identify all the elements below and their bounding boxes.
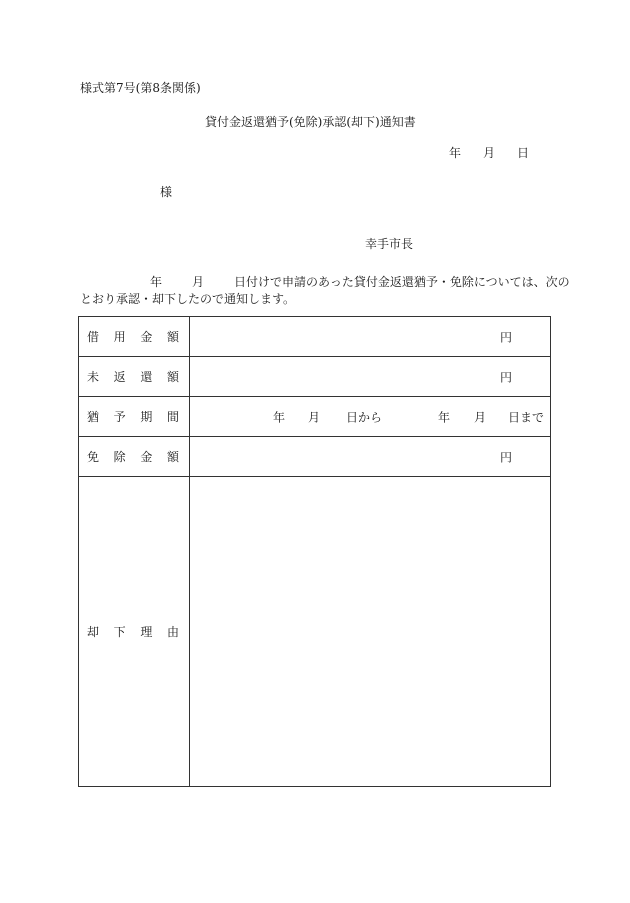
period-from-year: 年	[273, 410, 286, 424]
document-title: 貸付金返還猶予(免除)承認(却下)通知書	[205, 115, 416, 129]
label-char: 金	[140, 450, 153, 464]
date-month: 月	[483, 146, 496, 160]
table-row-rejection-reason	[79, 477, 551, 787]
value-deferral-period[interactable]	[190, 397, 551, 437]
yen-unit: 円	[499, 330, 512, 344]
form-number: 様式第7号(第8条関係)	[80, 81, 201, 95]
label-char: 却	[87, 625, 100, 639]
label-char: 由	[166, 625, 179, 639]
label-char: 下	[113, 625, 126, 639]
period-to-month: 月	[474, 410, 487, 424]
label-char: 猶	[87, 410, 100, 424]
yen-unit: 円	[499, 370, 512, 384]
value-unpaid-amount[interactable]	[190, 357, 551, 397]
label-char: 金	[140, 330, 153, 344]
value-exemption-amount[interactable]	[190, 437, 551, 477]
body-text: 日付けで申請のあった貸付金返還猶予・免除については、次の	[234, 275, 570, 289]
period-from-month: 月	[308, 410, 321, 424]
label-char: 還	[140, 370, 153, 384]
label-rejection-reason	[79, 477, 190, 787]
period-from-day: 日から	[346, 410, 383, 424]
table-row-loan-amount	[79, 317, 551, 357]
table-row-exemption-amount	[79, 437, 551, 477]
label-char: 用	[113, 330, 126, 344]
label-char: 借	[87, 330, 100, 344]
label-exemption-amount	[79, 437, 190, 477]
label-char: 理	[140, 625, 153, 639]
notice-table	[78, 316, 551, 787]
label-char: 額	[166, 370, 179, 384]
label-char: 返	[113, 370, 126, 384]
label-char: 額	[166, 450, 179, 464]
date-year: 年	[449, 146, 462, 160]
label-loan-amount	[79, 317, 190, 357]
table-row-deferral-period	[79, 397, 551, 437]
issuer-name: 幸手市長	[365, 237, 414, 251]
body-line-1	[150, 275, 570, 289]
label-char: 間	[166, 410, 179, 424]
body-month: 月	[192, 275, 205, 289]
label-char: 額	[166, 330, 179, 344]
label-char: 免	[87, 450, 100, 464]
label-deferral-period	[79, 397, 190, 437]
body-line-2: とおり承認・却下したので通知します。	[80, 292, 296, 306]
yen-unit: 円	[499, 450, 512, 464]
label-char: 期	[140, 410, 153, 424]
table-row-unpaid-amount	[79, 357, 551, 397]
label-unpaid-amount	[79, 357, 190, 397]
period-to-year: 年	[438, 410, 451, 424]
addressee-suffix: 様	[160, 185, 173, 199]
value-rejection-reason[interactable]	[190, 477, 551, 787]
label-char: 除	[113, 450, 126, 464]
label-char: 未	[87, 370, 100, 384]
body-year: 年	[150, 275, 163, 289]
period-to-day: 日まで	[508, 410, 545, 424]
value-loan-amount[interactable]	[190, 317, 551, 357]
date-day: 日	[517, 146, 530, 160]
label-char: 予	[113, 410, 126, 424]
